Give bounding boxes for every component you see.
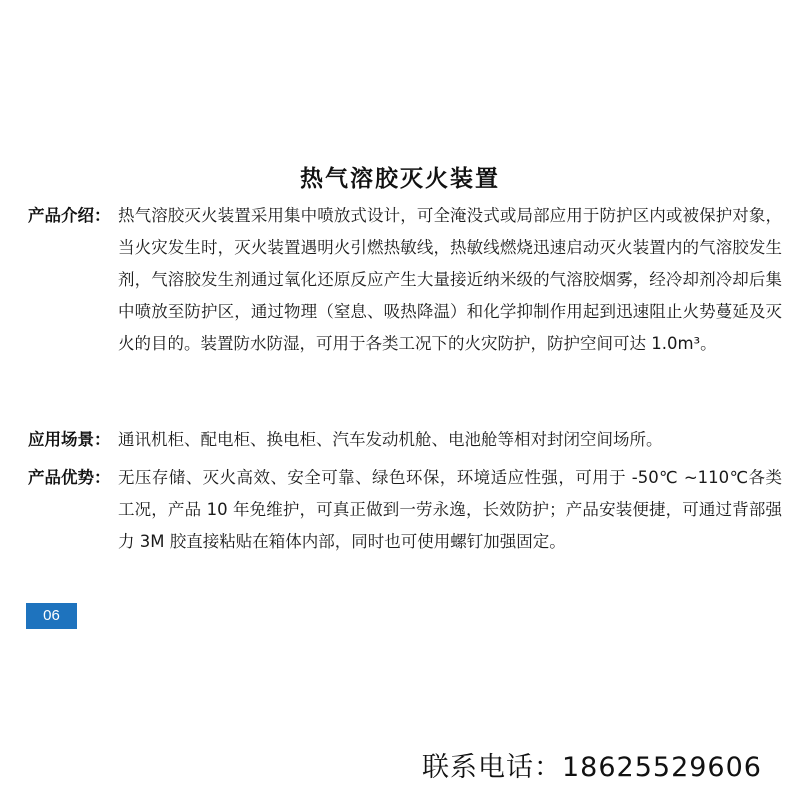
- page-number-badge: 06: [26, 603, 77, 629]
- product-intro-label: 产品介绍：: [28, 206, 111, 225]
- product-intro-text: 热气溶胶灭火装置采用集中喷放式设计，可全淹没式或局部应用于防护区内或被保护对象，当火灾发生时，灭火装置遇明火引燃热敏线，热敏线燃烧迅速启动灭火装置内的气溶胶发生剂，气溶胶发生剂通过氧化还原反应产生大量接近纳米级的气溶胶烟雾，经冷却剂冷却后集中喷放至防护区，通过物理（窒息、吸热降温）和化学抑制作用起到迅速阻止火势蔓延及灭火的目的。装置防水防湿，可用于各类工况下的火灾防护，防护空间可达 1.0m³。: [118, 206, 782, 353]
- product-advantage-label: 产品优势：: [28, 468, 111, 487]
- application-scene-section: [28, 424, 788, 456]
- contact-phone: 联系电话：18625529606: [422, 752, 762, 783]
- application-scene-label: 应用场景：: [28, 430, 111, 449]
- product-advantage-section: [28, 462, 788, 558]
- application-scene-text: 通讯机柜、配电柜、换电柜、汽车发动机舱、电池舱等相对封闭空间场所。: [118, 430, 663, 449]
- page-title: 热气溶胶灭火装置: [300, 166, 500, 192]
- product-advantage-text: 无压存储、灭火高效、安全可靠、绿色环保，环境适应性强，可用于 -50℃ ~110℃各类工况，产品 10 年免维护，可真正做到一劳永逸，长效防护；产品安装便捷，可通过背部强力 3M 胶直接粘贴在箱体内部，同时也可使用螺钉加强固定。: [118, 468, 782, 551]
- product-intro-section: [28, 200, 788, 360]
